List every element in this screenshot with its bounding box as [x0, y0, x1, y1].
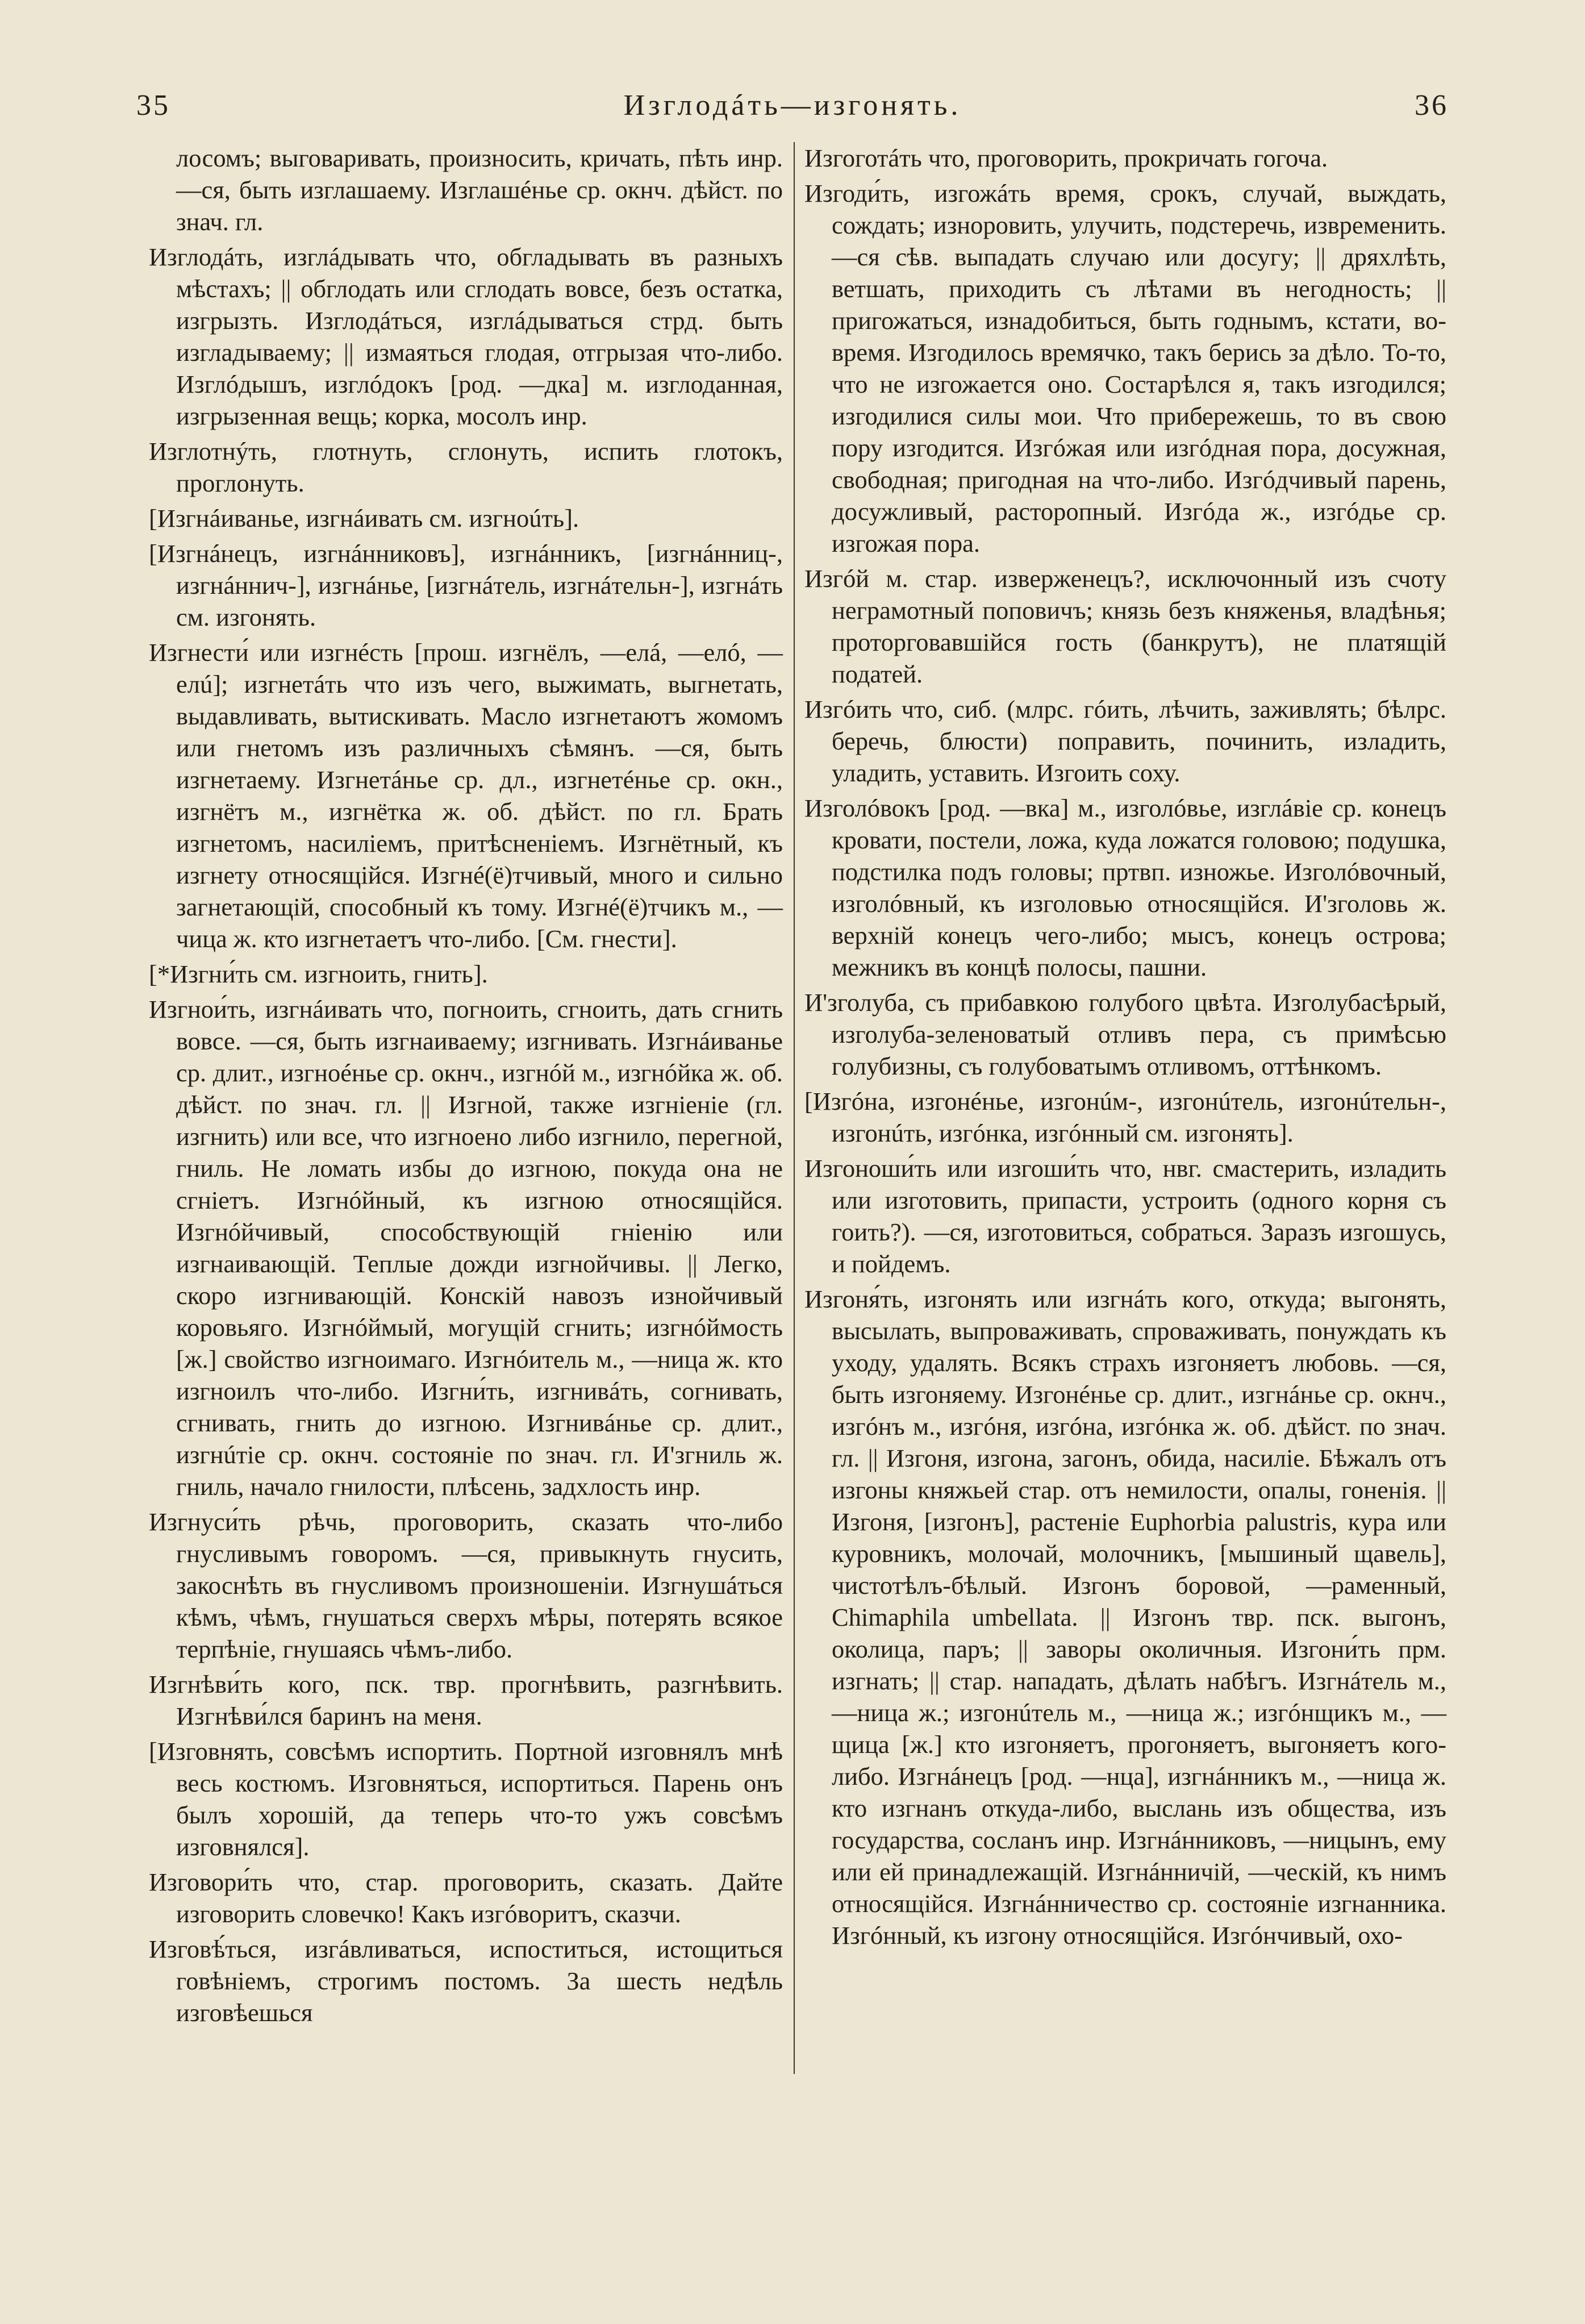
dictionary-entry: И'зголуба, съ прибавкою голубого цвѣта. Изголубасѣрый, изголуба-зеленоватый отливъ пера, съ примѣсью голубизны, съ голубоватымъ отливомъ, оттѣнкомъ. [804, 988, 1446, 1080]
dictionary-entry: Изгнуси́ть рѣчь, проговорить, сказать что-либо гнусливымъ говоромъ. —ся, привыкнуть гнусить, закоснѣть въ гнусливомъ произношеніи. Изгнушáться кѣмъ, чѣмъ, гнушаться сверхъ мѣры, потерять всякое терпѣніе, гнушаясь чѣмъ-либо. [149, 1507, 783, 1663]
column-divider [794, 142, 795, 2074]
dictionary-entry: Изгнои́ть, изгнáивать что, погноить, сгноить, дать сгнить вовсе. —ся, быть изгнаиваему; изгнивать. Изгнáиванье ср. длит., изгноéнье ср. окнч., изгнóй м., изгнóйка ж. об. дѣйст. по знач. гл. || Изгной, также изгніеніе (гл. изгнить) или все, что изгноено либо изгнило, перегной, гниль. Не ломать избы до изгною, покуда она не сгніетъ. Изгнóйный, къ изгною относящійся. Изгнóйчивый, способствующій гніенію или изгнаивающій. Теплые дожди изгнойчивы. || Легко, скоро изгнивающій. Конскій навозъ изнойчивый коровьяго. Изгнóймый, могущій сгнить; изгнóймость [ж.] свойство изгноимаго. Изгнóитель м., —ница ж. кто изгноилъ что-либо. Изгни́ть, изгнивáть, согнивать, сгнивать, гнить до изгною. Изгнивáнье ср. длит., изгнúтіе ср. окнч. состояніе по знач. гл. И'згниль ж. гниль, начало гнилости, плѣсень, задхлость инр. [149, 995, 783, 1501]
page-number-left: 35 [136, 89, 170, 122]
dictionary-entry: лосомъ; выговаривать, произносить, кричать, пѣть инр. —ся, быть изглашаему. Изглашéнье ср. окнч. дѣйст. по знач. гл. [176, 144, 783, 236]
running-head: Изглодáть—изгонять. [623, 89, 962, 122]
dictionary-entry: [*Изгни́ть см. изгноить, гнить]. [149, 960, 488, 988]
dictionary-entry: [Изгнáнецъ, изгнáнниковъ], изгнáнникъ, [изгнáнниц-, изгнáннич-], изгнáнье, [изгнáтель, изгнáтельн-], изгнáть см. изгонять. [149, 539, 783, 631]
dictionary-entry: Изговори́ть что, стар. проговорить, сказать. Дайте изговорить словечко! Какъ изгóворитъ, сказчи. [149, 1868, 783, 1928]
dictionary-entry: Изгнѣви́ть кого, пск. твр. прогнѣвить, разгнѣвить. Изгнѣви́лся баринъ на меня. [149, 1670, 783, 1730]
dictionary-entry: Изгоди́ть, изгожáть время, срокъ, случай, выждать, сождать; изноровить, улучить, подстеречь, извременить. —ся сѣв. выпадать случаю или досугу; || дряхлѣть, ветшать, приходить съ лѣтами въ негодность; || пригожаться, изнадобиться, быть годнымъ, кстати, во-время. Изгодилось времячко, такъ берись за дѣло. То-то, что не изгожается оно. Состарѣлся я, такъ изгодился; изгодилися силы мои. Что прибережешь, то въ свою пору изгодится. Изгóжая или изгóдная пора, досужная, свободная; пригодная на что-либо. Изгóдчивый парень, досужливый, расторопный. Изгóда ж., изгóдье ср. изгожая пора. [804, 179, 1446, 557]
dictionary-entry: [Изгнáиванье, изгнáивать см. изгноúть]. [149, 504, 579, 532]
dictionary-entry: Изглотнýть, глотнуть, сглонуть, испить глотокъ, проглонуть. [149, 437, 783, 497]
dictionary-entry: Изгоня́ть, изгонять или изгнáть кого, откуда; выгонять, высылать, выпроваживать, спроваживать, понуждать къ уходу, удалять. Всякъ страхъ изгоняетъ любовь. —ся, быть изгоняему. Изгонéнье ср. длит., изгнáнье ср. окнч., изгóнъ м., изгóня, изгóна, изгóнка ж. об. дѣйст. по знач. гл. || Изгоня, изгона, загонъ, обида, насиліе. Бѣжалъ отъ изгоны княжьей стар. отъ немилости, опалы, гоненія. || Изгоня, [изгонъ], растеніе Euphorbia palustris, кура или куровникъ, молочай, молочникъ, [мышиный щавель], чистотѣлъ-бѣлый. Изгонъ боровой, —раменный, Chimaphila umbellata. || Изгонъ твр. пск. выгонъ, околица, паръ; || заворы околичныя. Изгони́ть прм. изгнать; || стар. нападать, дѣлать набѣгъ. Изгнáтель м., —ница ж.; изгонúтель м., —ница ж.; изгóнщикъ м., —щица [ж.] кто изгоняетъ, прогоняетъ, выгоняетъ кого-либо. Изгнáнецъ [род. —нца], изгнáнникъ м., —ница ж. кто изгнанъ откуда-либо, выслань изъ общества, изъ государства, сосланъ инр. Изгнáнниковъ, —ницынъ, ему или ей принадлежащій. Изгнáнничій, —ческій, къ нимъ относящійся. Изгнáнничество ср. состояніе изгнанника. Изгóнный, къ изгону относящійся. Изгóнчивый, охо- [804, 1285, 1446, 1950]
dictionary-entry: Изгóить что, сиб. (млрс. гóить, лѣчить, заживлять; бѣлрс. беречь, блюсти) поправить, починить, изладить, уладить, уставить. Изгоить соху. [804, 695, 1446, 787]
dictionary-entry: Изгоготáть что, проговорить, прокричать гогоча. [804, 144, 1328, 172]
dictionary-entry: [Изгóна, изгонéнье, изгонúм-, изгонúтель, изгонúтельн-, изгонúть, изгóнка, изгóнный см. изгонять]. [804, 1087, 1446, 1147]
dictionary-entry: Изголóвокъ [род. —вка] м., изголóвье, изглáвіе ср. конецъ кровати, постели, ложа, куда ложатся головою; подушка, подстилка подъ головы; пртвп. изножье. Изголóвочный, изголóвный, къ изголовью относящійся. И'зголовь ж. верхній конецъ чего-либо; мысъ, конецъ острова; межникъ въ концѣ полосы, пашни. [804, 794, 1446, 981]
dictionary-entry: Изгóй м. стар. изверженецъ?, исключонный изъ счоту неграмотный поповичъ; князь безъ княженья, владѣнья; проторговавшійся гость (банкрутъ), не платящій податей. [804, 564, 1446, 688]
right-column [804, 142, 1446, 2222]
dictionary-entry: Изговѣ́ться, изгáвливаться, испоститься, истощиться говѣніемъ, строгимъ постомъ. За шесть недѣль изговѣешься [149, 1935, 783, 2027]
page-header [136, 80, 1449, 131]
dictionary-entry: [Изговнять, совсѣмъ испортить. Портной изговнялъ мнѣ весь костюмъ. Изговняться, испортиться. Парень онъ былъ хорошій, да теперь что-то ужъ совсѣмъ изговнялся]. [149, 1737, 783, 1861]
page-number-right: 36 [1415, 89, 1449, 122]
left-column [149, 142, 783, 2222]
dictionary-entry: Изгнести́ или изгнéсть [прош. изгнёлъ, —елá, —елó, —елú]; изгнетáть что изъ чего, выжимать, выгнетать, выдавливать, вытискивать. Масло изгнетаютъ жомомъ или гнетомъ изъ различныхъ сѣмянъ. —ся, быть изгнетаему. Изгнетáнье ср. дл., изгнетéнье ср. окн., изгнётъ м., изгнётка ж. об. дѣйст. по гл. Брать изгнетомъ, насиліемъ, притѣсненіемъ. Изгнётный, къ изгнету относящійся. Изгнé(ё)тчивый, много и сильно загнетающій, способный къ тому. Изгнé(ё)тчикъ м., —чица ж. кто изгнетаетъ что-либо. [См. гнести]. [149, 638, 783, 953]
dictionary-entry: Изглодáть, изглáдывать что, обгладывать въ разныхъ мѣстахъ; || обглодать или сглодать вовсе, безъ остатка, изгрызть. Изглодáться, изглáдываться стрд. быть изгладываему; || измаяться глодая, отгрызая что-либо. Изглóдышъ, изглóдокъ [род. —дка] м. изглоданная, изгрызенная вещь; корка, мосолъ инр. [149, 243, 783, 430]
dictionary-entry: Изгоноши́ть или изгоши́ть что, нвг. смастерить, изладить или изготовить, припасти, устроить (одного корня съ гоить?). —ся, изготовиться, собраться. Заразъ изгошусь, и пойдемъ. [804, 1154, 1446, 1278]
